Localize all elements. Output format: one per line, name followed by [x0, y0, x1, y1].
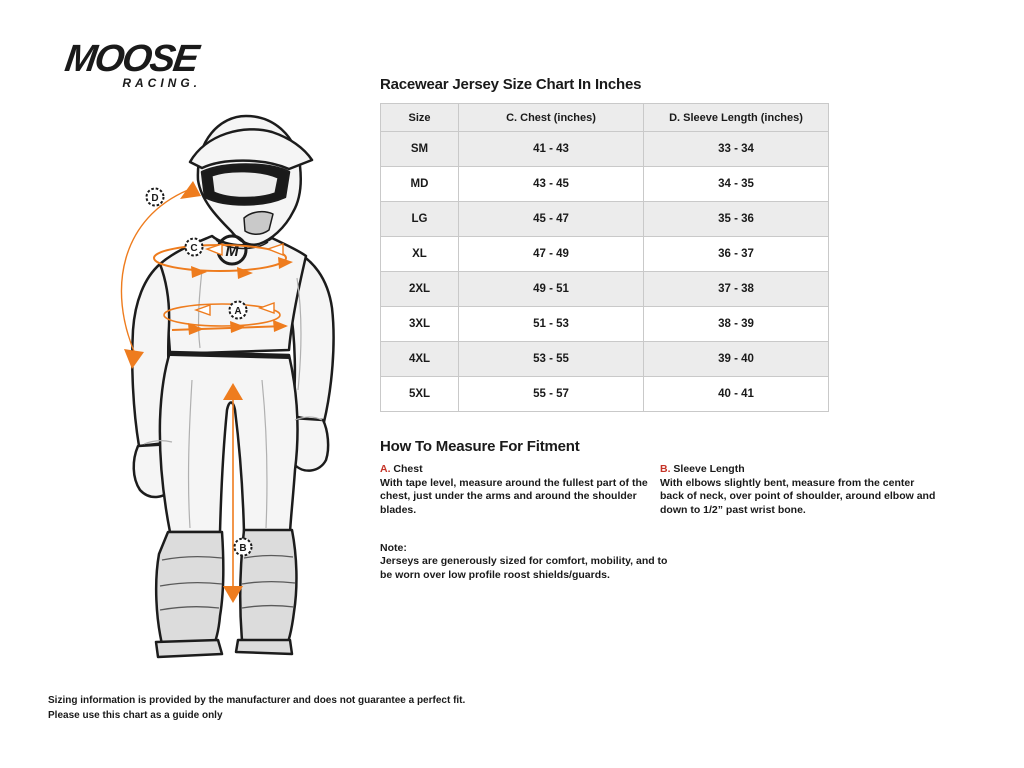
- measure-item-chest: [380, 463, 660, 518]
- measure-sleeve-text: With elbows slightly bent, measure from the center back of neck, over point of shoulder, around elbow and down to 1/2” past wrist bone.: [660, 476, 936, 516]
- rider-left-boot: [156, 532, 223, 644]
- svg-text:D: D: [151, 192, 159, 204]
- logo-text-moose: MOOSE: [62, 38, 200, 80]
- marker-waist-a: [230, 302, 247, 319]
- size-chart-table: [380, 103, 829, 412]
- rider-left-boot-sole: [156, 640, 222, 657]
- table-row-sm: [381, 132, 829, 167]
- chest-cell: 45 - 47: [459, 202, 644, 237]
- chest-cell: 43 - 45: [459, 167, 644, 202]
- chest-cell: 51 - 53: [459, 307, 644, 342]
- sleeve-cell: 39 - 40: [644, 342, 829, 377]
- measure-sleeve-title: Sleeve Length: [670, 463, 745, 475]
- marker-inseam-b: [235, 539, 252, 556]
- measure-sleeve-label: [660, 463, 940, 477]
- sleeve-cell: 37 - 38: [644, 272, 829, 307]
- table-row-xl: [381, 237, 829, 272]
- measure-chest-text: With tape level, measure around the fullest part of the chest, just under the arms and around the shoulder blades.: [380, 476, 648, 516]
- table-row-lg: [381, 202, 829, 237]
- col-header-chest: C. Chest (inches): [459, 104, 644, 132]
- measure-chest-label: [380, 463, 660, 477]
- size-cell: SM: [381, 132, 459, 167]
- disclaimer-line-2: Please use this chart as a guide only: [48, 709, 223, 721]
- table-row-3xl: [381, 307, 829, 342]
- rider-chin-vent: [244, 212, 273, 235]
- how-to-measure-title: How To Measure For Fitment: [380, 438, 580, 455]
- marker-chest-c: [186, 239, 203, 256]
- disclaimer-line-1: Sizing information is provided by the manufacturer and does not guarantee a perfect fit.: [48, 695, 466, 706]
- size-cell: XL: [381, 237, 459, 272]
- sleeve-cell: 35 - 36: [644, 202, 829, 237]
- note-block: [380, 542, 670, 583]
- sleeve-cell: 38 - 39: [644, 307, 829, 342]
- rider-goggle-lens: [212, 172, 278, 198]
- measure-sleeve-letter: B.: [660, 463, 671, 475]
- col-header-sleeve: D. Sleeve Length (inches): [644, 104, 829, 132]
- table-row-md: [381, 167, 829, 202]
- jersey-chest-logo-letter: M: [225, 243, 239, 260]
- rider-pants: [160, 352, 298, 532]
- sleeve-cell: 33 - 34: [644, 132, 829, 167]
- logo-text-racing: RACING.: [122, 76, 201, 90]
- size-cell: 2XL: [381, 272, 459, 307]
- measure-instructions: [380, 463, 986, 518]
- chest-cell: 49 - 51: [459, 272, 644, 307]
- measure-chest-letter: A.: [380, 463, 391, 475]
- sleeve-cell: 40 - 41: [644, 377, 829, 412]
- chest-cell: 55 - 57: [459, 377, 644, 412]
- table-header-row: [381, 104, 829, 132]
- chest-cell: 41 - 43: [459, 132, 644, 167]
- table-row-2xl: [381, 272, 829, 307]
- page-title: Racewear Jersey Size Chart In Inches: [380, 76, 642, 93]
- note-label: Note:: [380, 541, 407, 554]
- sleeve-cell: 36 - 37: [644, 237, 829, 272]
- svg-text:B: B: [239, 542, 247, 554]
- rider-right-boot-sole: [236, 640, 292, 654]
- measure-item-sleeve: [660, 463, 940, 518]
- size-cell: LG: [381, 202, 459, 237]
- col-header-size: Size: [381, 104, 459, 132]
- sleeve-cell: 34 - 35: [644, 167, 829, 202]
- disclaimer: [48, 694, 465, 723]
- marker-sleeve-d: [147, 189, 164, 206]
- rider-measurement-illustration: [92, 98, 364, 664]
- svg-text:C: C: [190, 242, 198, 254]
- table-row-5xl: [381, 377, 829, 412]
- size-cell: 3XL: [381, 307, 459, 342]
- moose-racing-logo: [55, 40, 207, 90]
- size-cell: 5XL: [381, 377, 459, 412]
- chest-cell: 53 - 55: [459, 342, 644, 377]
- svg-text:A: A: [234, 305, 242, 317]
- size-cell: 4XL: [381, 342, 459, 377]
- chest-cell: 47 - 49: [459, 237, 644, 272]
- size-chart-section: [380, 76, 986, 582]
- measure-chest-title: Chest: [390, 463, 423, 475]
- note-text: Jerseys are generously sized for comfort, mobility, and to be worn over low profile roost shields/guards.: [380, 555, 668, 581]
- rider-figure-svg: [92, 98, 364, 664]
- table-row-4xl: [381, 342, 829, 377]
- size-cell: MD: [381, 167, 459, 202]
